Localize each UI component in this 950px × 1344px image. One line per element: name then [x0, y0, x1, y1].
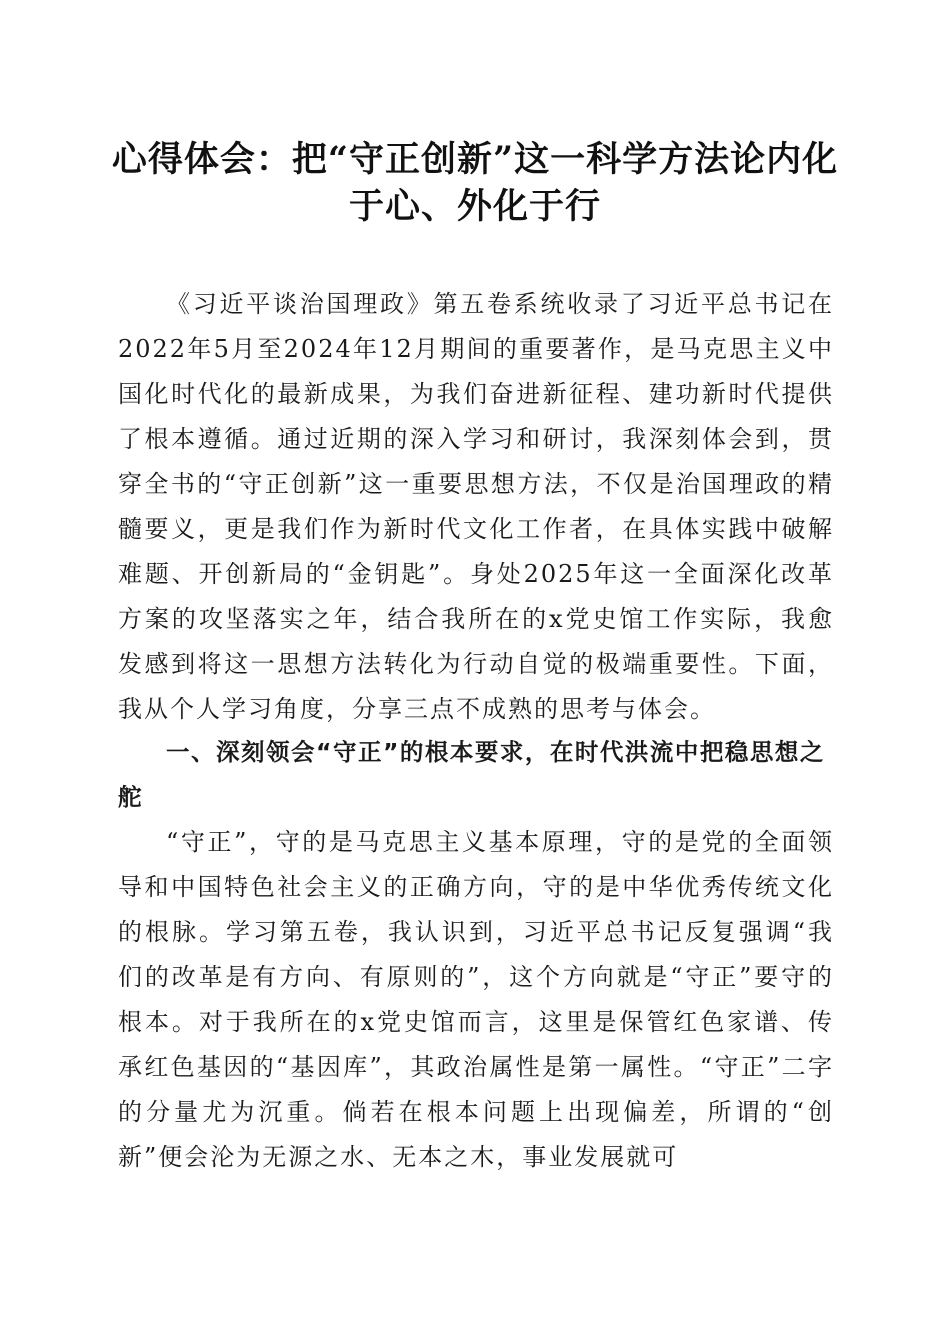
intro-paragraph: 《习近平谈治国理政》第五卷系统收录了习近平总书记在2022年5月至2024年12月期间的重要著作，是马克思主义中国化时代化的最新成果，为我们奋进新征程、建功新时代提供了根本遵循。通过近期的深入学习和研讨，我深刻体会到，贯穿全书的“守正创新”这一重要思想方法，不仅是治国理政的精髓要义，更是我们作为新时代文化工作者，在具体实践中破解难题、开创新局的“金钥匙”。身处2025年这一全面深化改革方案的攻坚落实之年，结合我所在的x党史馆工作实际，我愈发感到将这一思想方法转化为行动自觉的极端重要性。下面，我从个人学习角度，分享三点不成熟的思考与体会。: [118, 290, 834, 723]
document-title: 心得体会：把“守正创新”这一科学方法论内化于心、外化于行: [111, 139, 839, 227]
section-1-paragraph: “守正”，守的是马克思主义基本原理，守的是党的全面领导和中国特色社会主义的正确方向，守的是中华优秀传统文化的根脉。学习第五卷，我认识到，习近平总书记反复强调“我们的改革是有方向、有原则的”，这个方向就是“守正”要守的根本。对于我所在的x党史馆而言，这里是保管红色家谱、传承红色基因的“基因库”，其政治属性是第一属性。“守正”二字的分量尤为沉重。倘若在根本问题上出现偏差，所谓的“创新”便会沦为无源之水、无本之木，事业发展就可: [118, 828, 834, 1171]
section-1-heading: 一、深刻领会“守正”的根本要求，在时代洪流中把稳思想之舵: [118, 738, 825, 811]
